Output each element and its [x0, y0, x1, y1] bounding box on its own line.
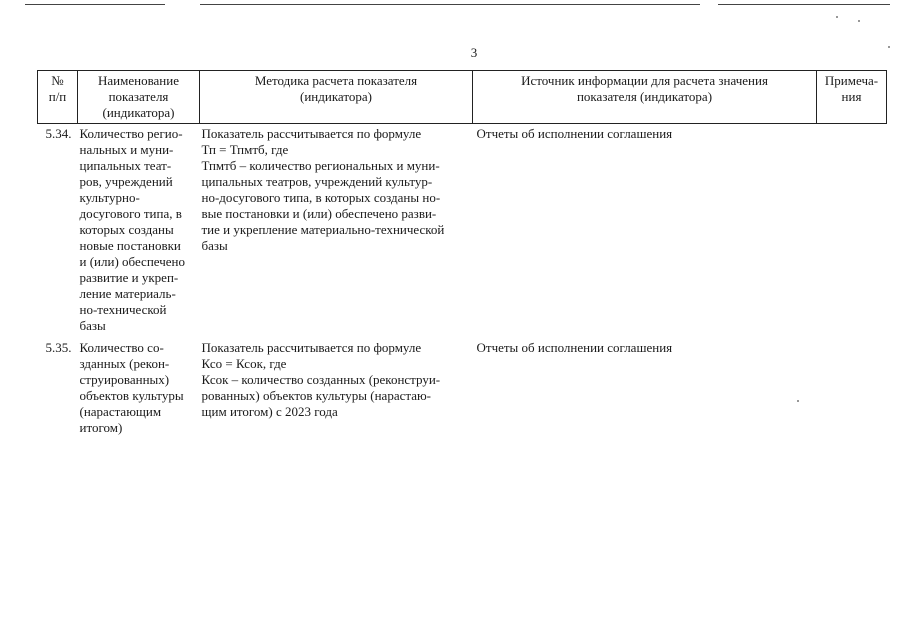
- information-source: [473, 338, 817, 440]
- text-line: ципальных теат-: [79, 158, 172, 173]
- text-line: объектов культуры: [79, 388, 184, 403]
- header-method-line: Методика расчета показателя: [254, 73, 418, 88]
- top-rule: [718, 4, 890, 5]
- text-line: вые постановки и (или) обеспечено разви-: [201, 206, 437, 221]
- text-line: тие и укрепление материально-технической: [201, 222, 445, 237]
- note-cell: [817, 124, 887, 339]
- header-num: [38, 71, 78, 124]
- text-line: Отчеты об исполнении соглашения: [476, 340, 673, 355]
- text-line: Отчеты об исполнении соглашения: [476, 126, 673, 141]
- header-note-line: ния: [841, 89, 862, 104]
- text-line: базы: [79, 318, 106, 333]
- text-line: струированных): [79, 372, 170, 387]
- text-line: которых созданы: [79, 222, 174, 237]
- text-line: Показатель рассчитывается по формуле: [201, 340, 422, 355]
- header-name-line: (индикатора): [102, 105, 175, 120]
- table-row: [38, 338, 887, 440]
- text-line: зданных (рекон-: [79, 356, 170, 371]
- text-line: Количество со-: [79, 340, 164, 355]
- header-name-line: Наименование: [98, 73, 179, 88]
- header-note: [817, 71, 887, 124]
- text-line: развитие и укреп-: [79, 270, 179, 285]
- header-num-line: №: [51, 73, 64, 88]
- text-line: ров, учреждений: [79, 174, 173, 189]
- scan-speck: [858, 20, 860, 22]
- header-method: [200, 71, 473, 124]
- header-num-line: п/п: [48, 89, 67, 104]
- text-line: ление материаль-: [79, 286, 176, 301]
- text-line: Ксок – количество созданных (реконструи-: [201, 372, 441, 387]
- text-line: Тпмтб – количество региональных и муни-: [201, 158, 440, 173]
- header-name-line: показателя: [108, 89, 169, 104]
- text-line: Ксо = Ксок, где: [201, 356, 287, 371]
- header-method-line: (индикатора): [300, 89, 372, 104]
- indicator-name: [78, 124, 200, 339]
- header-note-line: Примеча-: [824, 73, 879, 88]
- text-line: (нарастающим: [79, 404, 162, 419]
- header-source-line: Источник информации для расчета значения: [521, 73, 768, 88]
- text-line: Количество регио-: [79, 126, 183, 141]
- table-row: [38, 124, 887, 339]
- text-line: ципальных театров, учреждений культур-: [201, 174, 433, 189]
- row-number: 5.35.: [45, 340, 72, 355]
- text-line: досугового типа, в: [79, 206, 182, 221]
- text-line: новые постановки: [79, 238, 181, 253]
- indicator-table: [37, 70, 887, 440]
- header-name: [78, 71, 200, 124]
- text-line: Тп = Тпмтб, где: [201, 142, 289, 157]
- table-header-row: [38, 71, 887, 124]
- text-line: культурно-: [79, 190, 140, 205]
- top-rule: [25, 4, 165, 5]
- text-line: но-досугового типа, в которых созданы но-: [201, 190, 441, 205]
- text-line: базы: [201, 238, 228, 253]
- page-number: 3: [470, 45, 478, 60]
- text-line: и (или) обеспечено: [79, 254, 185, 269]
- row-number: 5.34.: [45, 126, 72, 141]
- text-line: щим итогом) с 2023 года: [201, 404, 338, 419]
- indicator-name: [78, 338, 200, 440]
- header-source-line: показателя (индикатора): [576, 89, 713, 104]
- information-source: [473, 124, 817, 339]
- calculation-method: [200, 338, 473, 440]
- header-source: [473, 71, 817, 124]
- note-cell: [817, 338, 887, 440]
- text-line: но-технической: [79, 302, 167, 317]
- text-line: нальных и муни-: [79, 142, 174, 157]
- text-line: рованных) объектов культуры (нарастаю-: [201, 388, 432, 403]
- calculation-method: [200, 124, 473, 339]
- top-rule: [200, 4, 700, 5]
- text-line: итогом): [79, 420, 123, 435]
- text-line: Показатель рассчитывается по формуле: [201, 126, 422, 141]
- scan-speck: [836, 16, 838, 18]
